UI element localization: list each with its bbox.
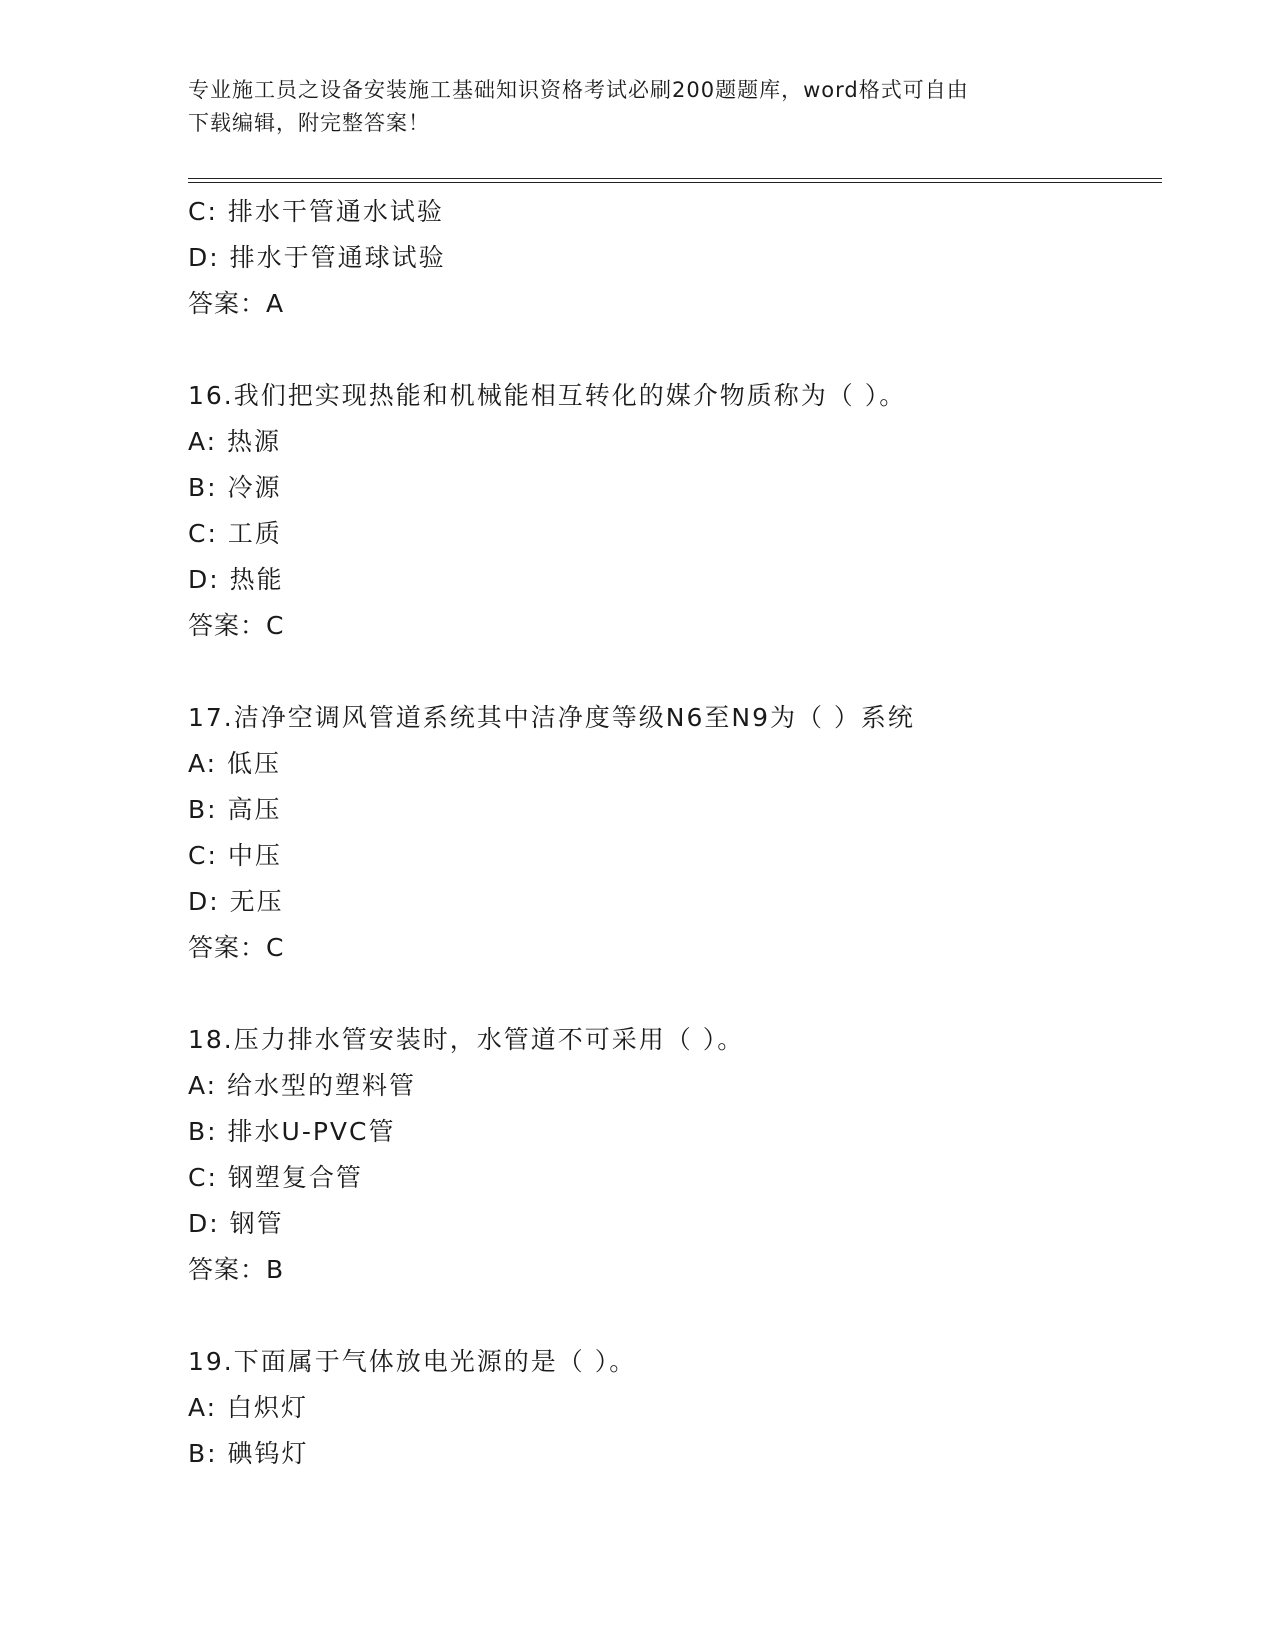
option-c: C: 中压 (188, 841, 282, 870)
question-text: 16.我们把实现热能和机械能相互转化的媒介物质称为（ ）。 (188, 381, 907, 410)
answer-text: 答案：C (188, 611, 285, 640)
header-divider (188, 178, 1162, 183)
question-19 (188, 1339, 1162, 1477)
answer-text: 答案：A (188, 289, 285, 318)
question-list (188, 189, 1162, 1477)
option-b: B: 碘钨灯 (188, 1439, 309, 1468)
option-d: D: 钢管 (188, 1209, 284, 1238)
option-a: A: 热源 (188, 427, 282, 456)
option-b: B: 冷源 (188, 473, 282, 502)
header-line-1: 专业施工员之设备安装施工基础知识资格考试必刷200题题库，word格式可自由 (188, 78, 969, 102)
question-text: 17.洁净空调风管道系统其中洁净度等级N6至N9为（ ）系统 (188, 703, 915, 732)
spacer (188, 649, 1162, 695)
spacer (188, 971, 1162, 1017)
question-18 (188, 1017, 1162, 1293)
option-a: A: 给水型的塑料管 (188, 1071, 417, 1100)
question-text: 18.压力排水管安装时，水管道不可采用（ ）。 (188, 1025, 745, 1054)
option-c: C: 钢塑复合管 (188, 1163, 363, 1192)
option-a: A: 低压 (188, 749, 282, 778)
question-16 (188, 373, 1162, 649)
option-c: C: 工质 (188, 519, 282, 548)
answer-text: 答案：C (188, 933, 285, 962)
question-17 (188, 695, 1162, 971)
spacer (188, 327, 1162, 373)
spacer (188, 1293, 1162, 1339)
option-a: A: 白炽灯 (188, 1393, 309, 1422)
question-text: 19.下面属于气体放电光源的是（ ）。 (188, 1347, 637, 1376)
answer-text: 答案：B (188, 1255, 285, 1284)
header-line-2: 下载编辑，附完整答案！ (188, 111, 430, 135)
option-d: D: 无压 (188, 887, 284, 916)
option-b: B: 排水U-PVC管 (188, 1117, 396, 1146)
question-15-tail (188, 189, 1162, 327)
option-b: B: 高压 (188, 795, 282, 824)
option-d: D: 排水于管通球试验 (188, 243, 446, 272)
document-header (188, 74, 1088, 140)
option-d: D: 热能 (188, 565, 284, 594)
option-c: C: 排水干管通水试验 (188, 197, 444, 226)
